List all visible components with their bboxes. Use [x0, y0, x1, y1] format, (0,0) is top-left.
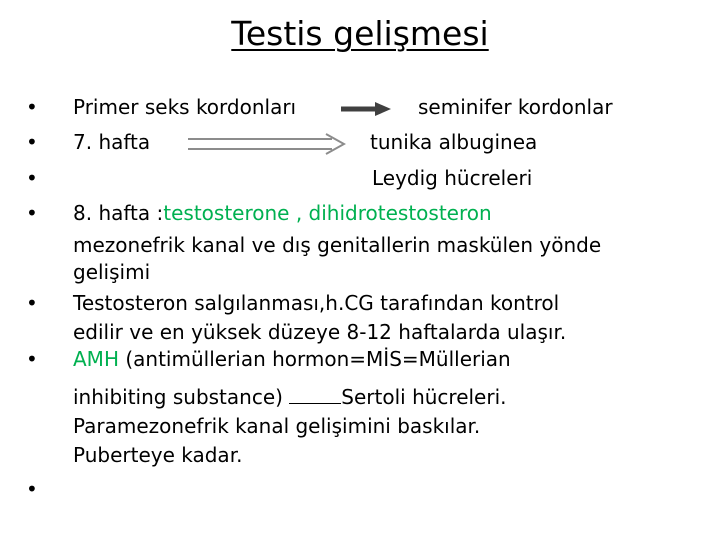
bullet: • [26, 166, 38, 190]
underline-blank [289, 389, 341, 404]
puberteye-kadar: Puberteye kadar. [73, 443, 243, 467]
sertoli-hucreleri: Sertoli hücreleri. [341, 385, 507, 409]
amh-line [73, 347, 511, 371]
gelisimi-text: gelişimi [73, 260, 151, 284]
amh-definition: (antimüllerian hormon=MİS=Müllerian [118, 347, 511, 371]
slide-title: Testis gelişmesi [231, 14, 489, 53]
double-arrow-icon [188, 133, 346, 155]
tunika-albuginea: tunika albuginea [370, 130, 538, 154]
week-8-line [73, 201, 492, 225]
amh-line-2 [73, 385, 507, 409]
bullet: • [26, 130, 38, 154]
bullet: • [26, 347, 38, 371]
week-7-label: 7. hafta [73, 130, 151, 154]
inhibiting-substance: inhibiting substance) [73, 385, 290, 409]
bullet: • [26, 95, 38, 119]
testosteron-text: Testosteron salgılanması,h.CG tarafından kontrol [73, 291, 560, 315]
amh-acronym: AMH [73, 347, 119, 371]
bullet: • [26, 201, 38, 225]
bullet: • [26, 291, 38, 315]
bullet: • [26, 477, 38, 501]
leydig-hucreleri: Leydig hücreleri [372, 166, 533, 190]
testosteron-text-2: edilir ve en yüksek düzeye 8-12 haftalarda ulaşır. [73, 320, 567, 344]
seminifer-kordonlar: seminifer kordonlar [418, 95, 613, 119]
hormones-text: testosterone , dihidrotestosteron [163, 201, 492, 225]
mezonefrik-text: mezonefrik kanal ve dış genitallerin maskülen yönde [73, 233, 602, 257]
right-arrow-icon [341, 101, 391, 117]
week-8-prefix: 8. hafta : [73, 201, 164, 225]
paramezonefrik-text: Paramezonefrik kanal gelişimini baskılar. [73, 414, 481, 438]
primer-seks-kordonlari: Primer seks kordonları [73, 95, 297, 119]
